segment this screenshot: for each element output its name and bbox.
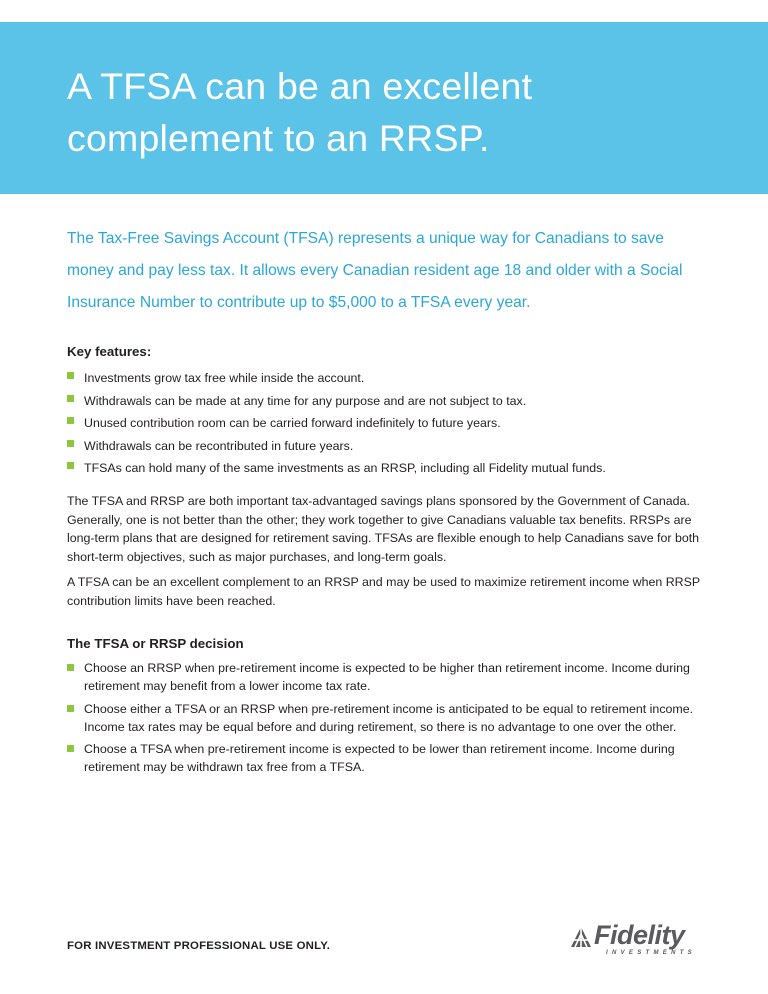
bullet-square-icon [67, 440, 74, 447]
title-banner [0, 22, 768, 194]
bullet-square-icon [67, 664, 74, 671]
decision-heading: The TFSA or RRSP decision [67, 636, 244, 651]
bullet-square-icon [67, 462, 74, 469]
bullet-square-icon [67, 395, 74, 402]
list-item: Investments grow tax free while inside the account. [67, 367, 717, 390]
fidelity-pyramid-icon [568, 924, 594, 950]
logo-wordmark: Fidelity [594, 920, 685, 950]
decision-list [67, 659, 717, 781]
list-item: Choose a TFSA when pre-retirement income is expected to be lower than retirement income. Income during retirement may be withdrawn tax free from a TFSA. [67, 740, 717, 777]
bullet-square-icon [67, 372, 74, 379]
key-features-heading: Key features: [67, 344, 152, 359]
list-item: TFSAs can hold many of the same investments as an RRSP, including all Fidelity mutual funds. [67, 457, 717, 480]
list-item: Choose an RRSP when pre-retirement income is expected to be higher than retirement income. Income during retirement may benefit from a lower income tax rate. [67, 659, 717, 696]
bullet-square-icon [67, 417, 74, 424]
list-item: Withdrawals can be recontributed in future years. [67, 435, 717, 458]
intro-paragraph: The Tax-Free Savings Account (TFSA) represents a unique way for Canadians to save money and pay less tax. It allows every Canadian resident age 18 and older with a Social Insurance Number to contribute up to $5,000 to a TFSA every year. [67, 230, 683, 311]
bullet-square-icon [67, 705, 74, 712]
logo-tagline: INVESTMENTS [606, 950, 696, 956]
body-paragraph: A TFSA can be an excellent complement to an RRSP and may be used to maximize retirement income when RRSP contribution limits have been reached. [67, 575, 700, 608]
list-item: Withdrawals can be made at any time for any purpose and are not subject to tax. [67, 390, 717, 413]
page-title: A TFSA can be an excellent complement to an RRSP. [67, 65, 533, 159]
body-paragraph: The TFSA and RRSP are both important tax-advantaged savings plans sponsored by the Government of Canada. Generally, one is not better than the other; they work together to give Canadians valuable tax benefits. RRSPs are long-term plans that are designed for retirement saving. TFSAs are flexible enough to help Canadians save for both short-term objectives, such as major purchases, and long-term goals. [67, 494, 700, 564]
bullet-square-icon [67, 745, 74, 752]
fidelity-logo [568, 920, 728, 962]
list-item: Choose either a TFSA or an RRSP when pre-retirement income is anticipated to be equal to retirement income. Income tax rates may be equal before and during retirement, so there is no advantage to one over the other. [67, 700, 717, 737]
key-features-list [67, 367, 717, 480]
list-item: Unused contribution room can be carried forward indefinitely to future years. [67, 412, 717, 435]
footer-disclaimer: FOR INVESTMENT PROFESSIONAL USE ONLY. [67, 940, 331, 952]
